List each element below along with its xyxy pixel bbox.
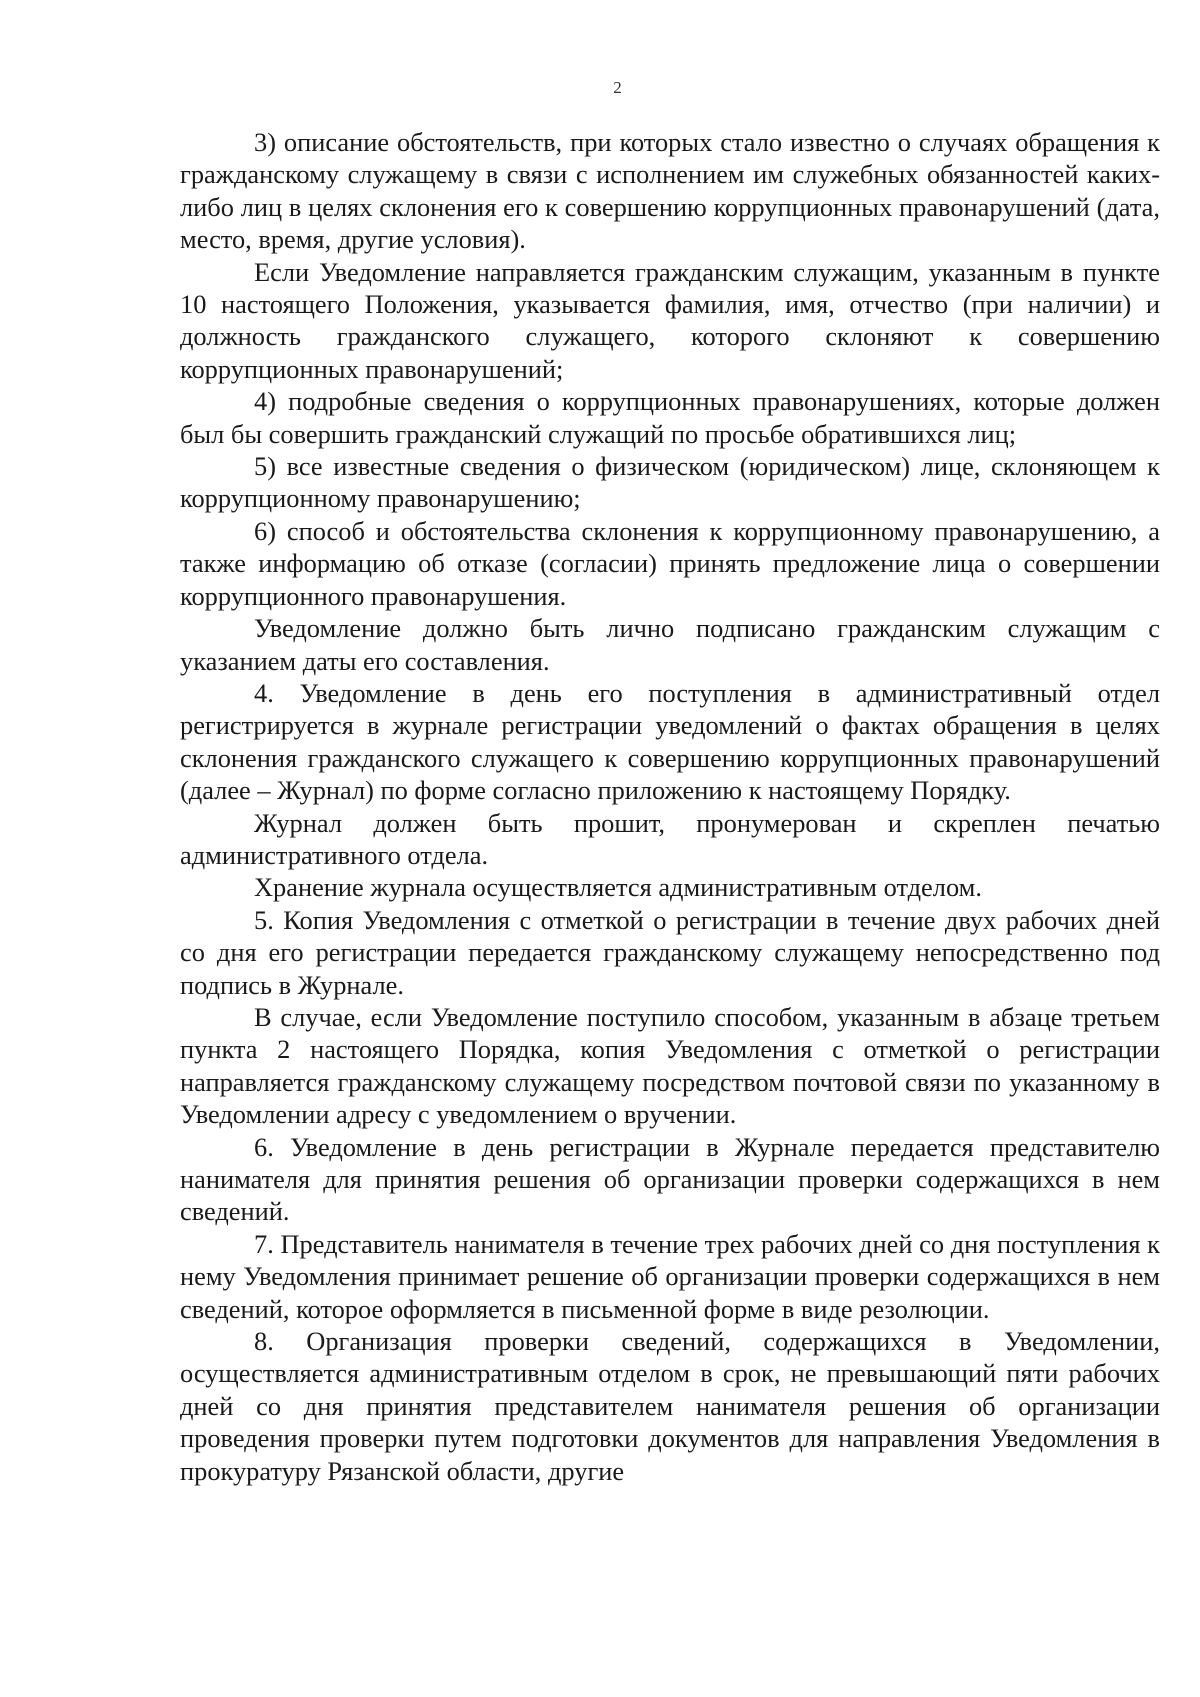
- paragraph-notice-point-10: Если Уведомление направляется гражданским служащим, указанным в пункте 10 настоящего Положения, указывается фамилия, имя, отчество (при наличии) и должность гражданского служащего, которого склоняют к совершению коррупционных правонарушений;: [180, 256, 1160, 384]
- paragraph-item-4-details: 4) подробные сведения о коррупционных правонарушениях, которые должен был бы совершить гражданский служащий по просьбе обратившихся лиц;: [180, 386, 1160, 449]
- paragraph-signature-requirement: Уведомление должно быть лично подписано гражданским служащим с указанием даты его составления.: [180, 613, 1160, 676]
- paragraph-journal-storage: Хранение журнала осуществляется административным отделом.: [254, 872, 982, 903]
- paragraph-item-3-circumstances: 3) описание обстоятельств, при которых стало известно о случаях обращения к гражданскому служащему в связи с исполнением им служебных обязанностей каких-либо лиц в целях склонения его к совершению коррупционных правонарушений (дата, место, время, другие условия).: [180, 127, 1160, 255]
- paragraph-item-6-method: 6) способ и обстоятельства склонения к коррупционному правонарушению, а также информацию об отказе (согласии) принять предложение лица о совершении коррупционного правонарушения.: [180, 515, 1160, 611]
- paragraph-section-8-verification: 8. Организация проверки сведений, содержащихся в Уведомлении, осуществляется административным отделом в срок, не превышающий пяти рабочих дней со дня принятия представителем нанимателя решения об организации проведения проверки путем подготовки документов для направления Уведомления в прокуратуру Рязанской области, другие: [180, 1326, 1160, 1486]
- paragraph-postal-delivery: В случае, если Уведомление поступило способом, указанным в абзаце третьем пункта 2 настоящего Порядка, копия Уведомления с отметкой о регистрации направляется гражданскому служащему посредством почтовой связи по указанному в Уведомлении адресу с уведомлением о вручении.: [180, 1001, 1160, 1130]
- paragraph-section-7-decision: 7. Представитель нанимателя в течение трех рабочих дней со дня поступления к нему Уведомления принимает решение об организации проверки содержащихся в нем сведений, которое оформляется в письменной форме в виде резолюции.: [180, 1228, 1160, 1324]
- paragraph-item-5-known-info: 5) все известные сведения о физическом (юридическом) лице, склоняющем к коррупционному правонарушению;: [180, 451, 1160, 514]
- paragraph-section-4-registration: 4. Уведомление в день его поступления в административный отдел регистрируется в журнале регистрации уведомлений о фактах обращения в целях склонения гражданского служащего к совершению коррупционных правонарушений (далее – Журнал) по форме согласно приложению к настоящему Порядку.: [180, 677, 1160, 806]
- paragraph-journal-binding: Журнал должен быть прошит, пронумерован и скреплен печатью административного отдела.: [180, 807, 1160, 870]
- document-body: [180, 126, 1160, 1487]
- paragraph-section-5-copy: 5. Копия Уведомления с отметкой о регистрации в течение двух рабочих дней со дня его регистрации передается гражданскому служащему непосредственно под подпись в Журнале.: [180, 904, 1160, 1000]
- page-number: 2: [613, 78, 622, 97]
- paragraph-section-6-transfer: 6. Уведомление в день регистрации в Журнале передается представителю нанимателя для принятия решения об организации проверки содержащихся в нем сведений.: [180, 1131, 1160, 1227]
